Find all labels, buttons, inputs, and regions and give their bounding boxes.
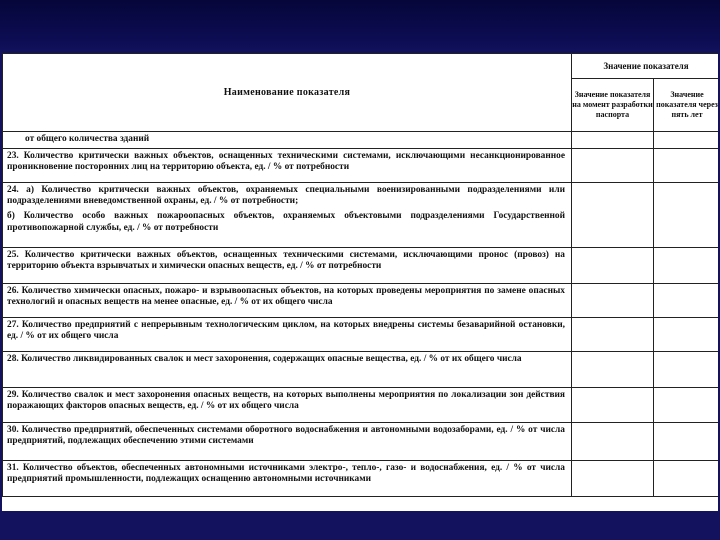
table-row [3, 352, 719, 388]
value-cell-current [572, 149, 654, 183]
table-row [3, 423, 719, 461]
indicator-text [3, 149, 572, 183]
value-cell-five-years [654, 388, 719, 423]
value-cell-current [572, 352, 654, 388]
value-cell-five-years [654, 248, 719, 284]
table-row [3, 149, 719, 183]
table-header-row [3, 54, 719, 79]
value-cell-five-years [654, 461, 719, 497]
value-cell-current [572, 318, 654, 352]
indicator-paragraph: 24. а) Количество критически важных объектов, охраняемых специальными военизированными подразделениями или подразделениями вневедомственной охраны, ед. / % от потребности; [7, 185, 565, 207]
indicator-paragraph: 28. Количество ликвидированных свалок и мест захоронения, содержащих опасные вещества, ед. / % от их общего числа [7, 354, 522, 364]
indicator-text [3, 284, 572, 318]
table-row [3, 284, 719, 318]
indicator-paragraph: 23. Количество критически важных объектов, оснащенных техническими системами, исключающими несанкционированное проникновение посторонних лиц на территорию объекта, ед. / % от потребности [7, 151, 565, 173]
indicator-value-group-header: Значение показателя [572, 54, 719, 79]
indicator-text [3, 352, 572, 388]
indicator-paragraph: 31. Количество объектов, обеспеченных автономными источниками электро-, тепло-, газо- и водоснабжения, ед. / % от числа предприятий промышленности, подлежащих оснащению автономными источниками [7, 463, 565, 485]
indicators-table [2, 53, 718, 497]
indicator-paragraph: 29. Количество свалок и мест захоронения опасных веществ, на которых выполнены мероприятия по локализации зон действия поражающих факторов опасных веществ, ед. / % от их общего числа [7, 390, 565, 412]
indicator-name-header: Наименование показателя [3, 54, 572, 132]
indicator-text [3, 248, 572, 284]
table-row [3, 461, 719, 497]
indicator-paragraph: 30. Количество предприятий, обеспеченных системами оборотного водоснабжения и автономными водозаборами, ед. / % от числа предприятий, подлежащих обеспечению этими системами [7, 425, 565, 447]
indicator-text [3, 318, 572, 352]
document-page [2, 53, 718, 511]
indicator-text [3, 183, 572, 248]
indicator-paragraph: от общего количества зданий [25, 134, 150, 144]
value-cell-current [572, 183, 654, 248]
value-cell-current [572, 284, 654, 318]
value-after-five-years-header: Значение показателя через пять лет [654, 79, 719, 132]
table-row [3, 388, 719, 423]
value-cell-current [572, 248, 654, 284]
table-row [3, 183, 719, 248]
indicator-text [3, 423, 572, 461]
value-cell-five-years [654, 149, 719, 183]
value-cell-current [572, 423, 654, 461]
indicator-text [3, 132, 572, 149]
table-row [3, 248, 719, 284]
value-at-development-header: Значение показателя на момент разработки паспорта [572, 79, 654, 132]
indicator-paragraph: 25. Количество критически важных объектов, оснащенных техническими системами, исключающими пронос (провоз) на территорию объекта взрывчатых и химически опасных веществ, ед. / % от потребности [7, 250, 565, 272]
value-cell-five-years [654, 423, 719, 461]
table-row [3, 318, 719, 352]
value-cell-current [572, 388, 654, 423]
slide-top-band [0, 0, 720, 54]
value-cell-five-years [654, 284, 719, 318]
indicator-paragraph: б) Количество особо важных пожароопасных объектов, охраняемых объектовыми подразделениями Государственной противопожарной службы, ед. / % от потребности [7, 211, 565, 233]
indicator-paragraph: 26. Количество химически опасных, пожаро- и взрывоопасных объектов, на которых проведены мероприятия по замене опасных технологий и опасных веществ на менее опасные, ед. / % от их общего числа [7, 286, 565, 308]
indicator-paragraph: 27. Количество предприятий с непрерывным технологическим циклом, на которых внедрены системы безаварийной остановки, ед. / % от их общего числа [7, 320, 565, 342]
value-cell-five-years [654, 318, 719, 352]
value-cell-current [572, 132, 654, 149]
value-cell-five-years [654, 132, 719, 149]
value-cell-five-years [654, 352, 719, 388]
table-row [3, 132, 719, 149]
indicator-text [3, 461, 572, 497]
indicator-text [3, 388, 572, 423]
value-cell-current [572, 461, 654, 497]
value-cell-five-years [654, 183, 719, 248]
